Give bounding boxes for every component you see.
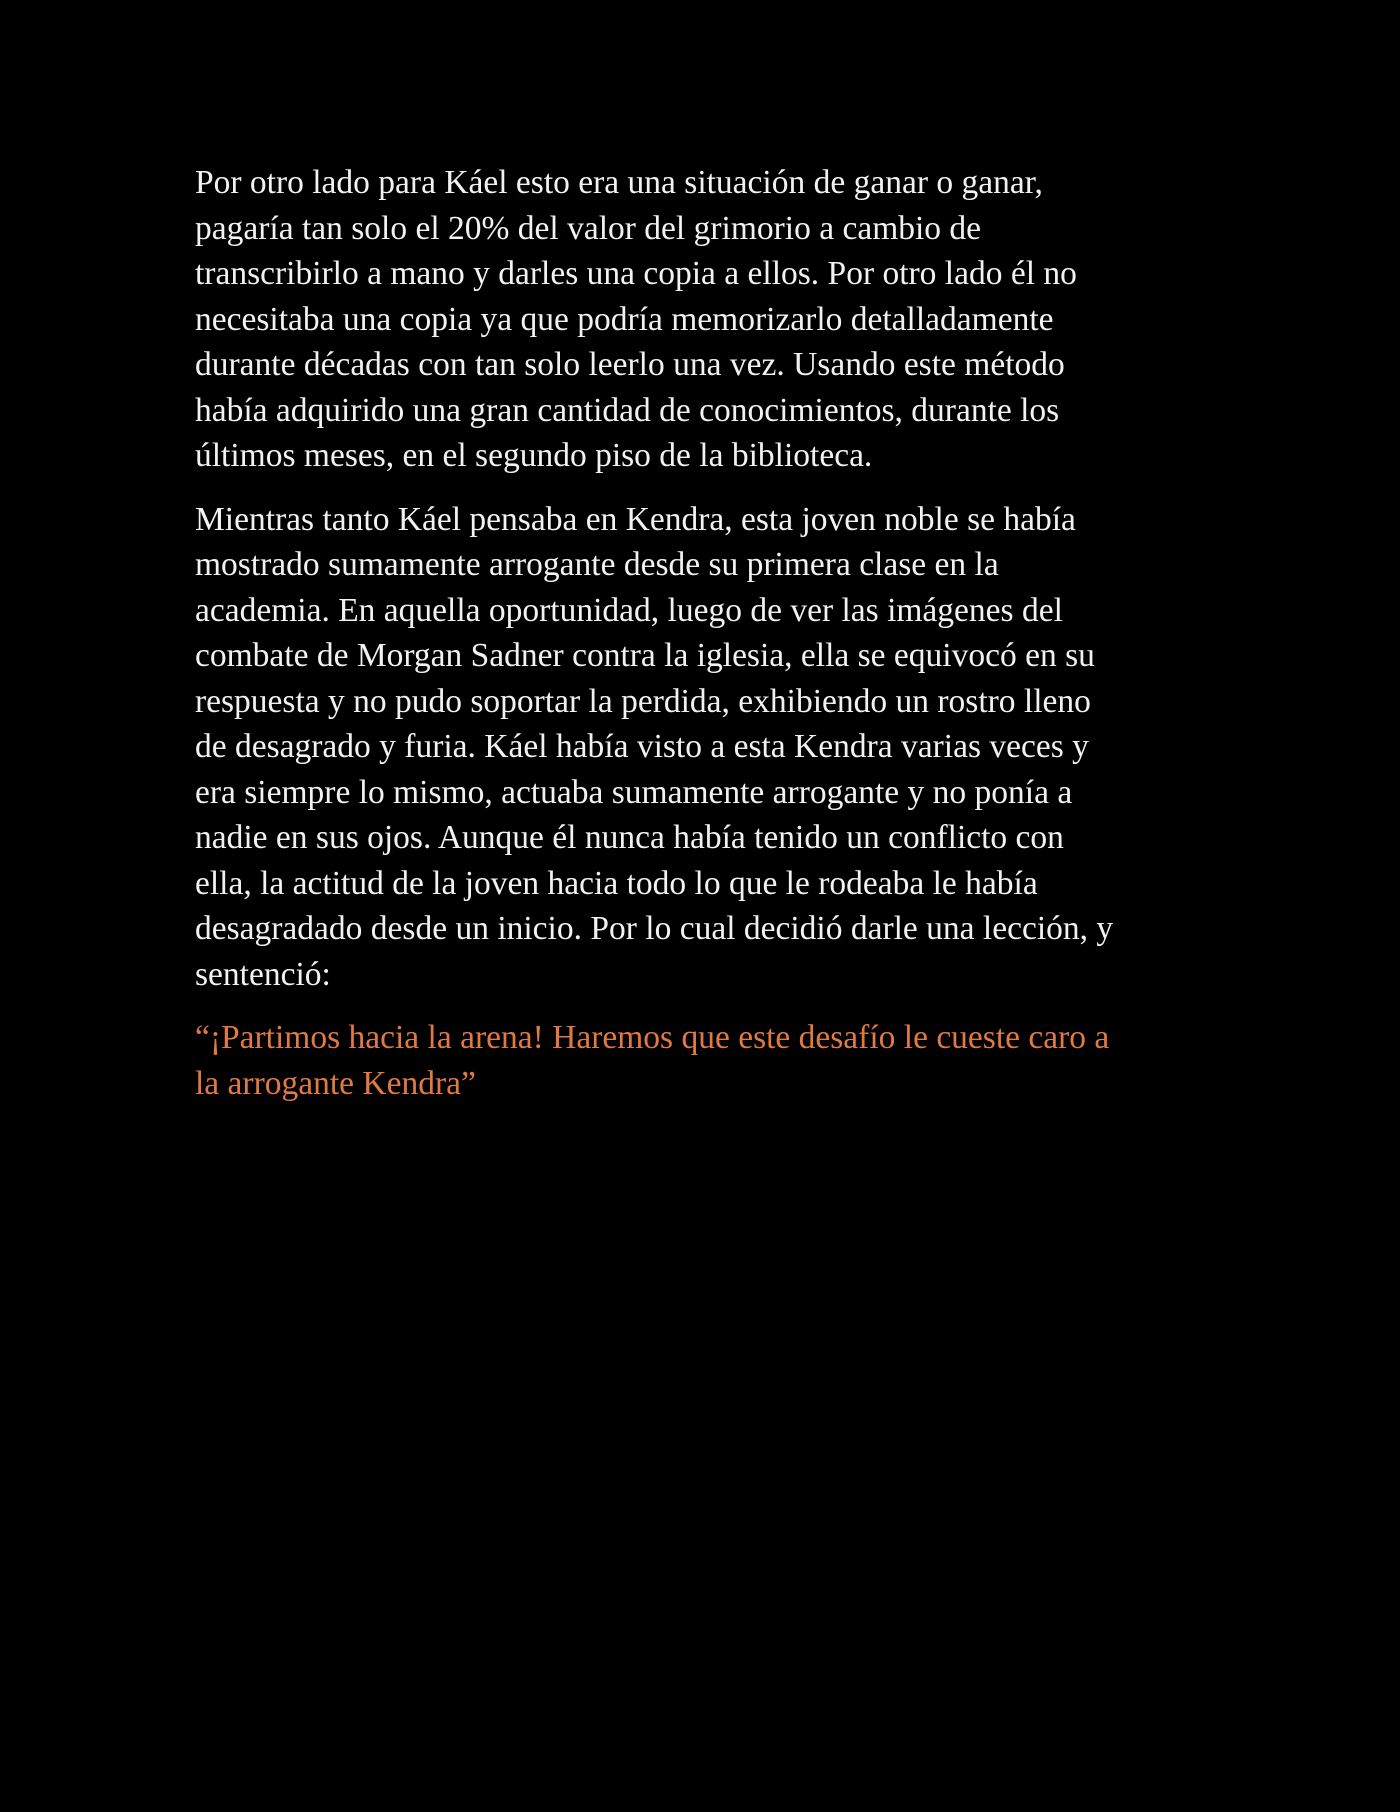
text-line: Por otro lado para Káel esto era una situación de ganar o ganar,: [195, 164, 1043, 201]
text-line: Mientras tanto Káel pensaba en Kendra, esta joven noble se había: [195, 500, 1076, 538]
dialogue-line: “¡Partimos hacia la arena! Haremos que este desafío le cueste caro a: [195, 1019, 1110, 1056]
text-line: de desagrado y furia. Káel había visto a esta Kendra varias veces y: [195, 728, 1089, 765]
text-line: desagradado desde un inicio. Por lo cual decidió darle una lección, y: [195, 910, 1114, 947]
text-line: mostrado sumamente arrogante desde su primera clase en la: [195, 546, 999, 583]
text-line: respuesta y no pudo soportar la perdida, exhibiendo un rostro lleno: [195, 682, 1091, 720]
text-line: ella, la actitud de la joven hacia todo lo que le rodeaba le había: [195, 864, 1038, 902]
text-line: había adquirido una gran cantidad de conocimientos, durante los: [195, 391, 1060, 429]
text-body: [195, 160, 1205, 1124]
text-line: transcribirlo a mano y darles una copia a ellos. Por otro lado él no: [195, 255, 1077, 292]
text-line: últimos meses, en el segundo piso de la biblioteca.: [195, 437, 873, 474]
text-line: durante décadas con tan solo leerlo una vez. Usando este método: [195, 346, 1065, 383]
text-line: combate de Morgan Sadner contra la iglesia, ella se equivocó en su: [195, 637, 1095, 674]
text-line: pagaría tan solo el 20% del valor del grimorio a cambio de: [195, 209, 982, 247]
text-line: academia. En aquella oportunidad, luego de ver las imágenes del: [195, 591, 1063, 629]
text-line: era siempre lo mismo, actuaba sumamente arrogante y no ponía a: [195, 773, 1073, 811]
dialogue-paragraph: [195, 1015, 1205, 1106]
dialogue-line: la arrogante Kendra”: [195, 1064, 476, 1102]
paragraph-1: [195, 160, 1205, 479]
text-line: sentenció:: [195, 955, 331, 993]
paragraph-2: [195, 497, 1205, 998]
text-line: nadie en sus ojos. Aunque él nunca había tenido un conflicto con: [195, 819, 1064, 856]
text-line: necesitaba una copia ya que podría memorizarlo detalladamente: [195, 300, 1054, 338]
